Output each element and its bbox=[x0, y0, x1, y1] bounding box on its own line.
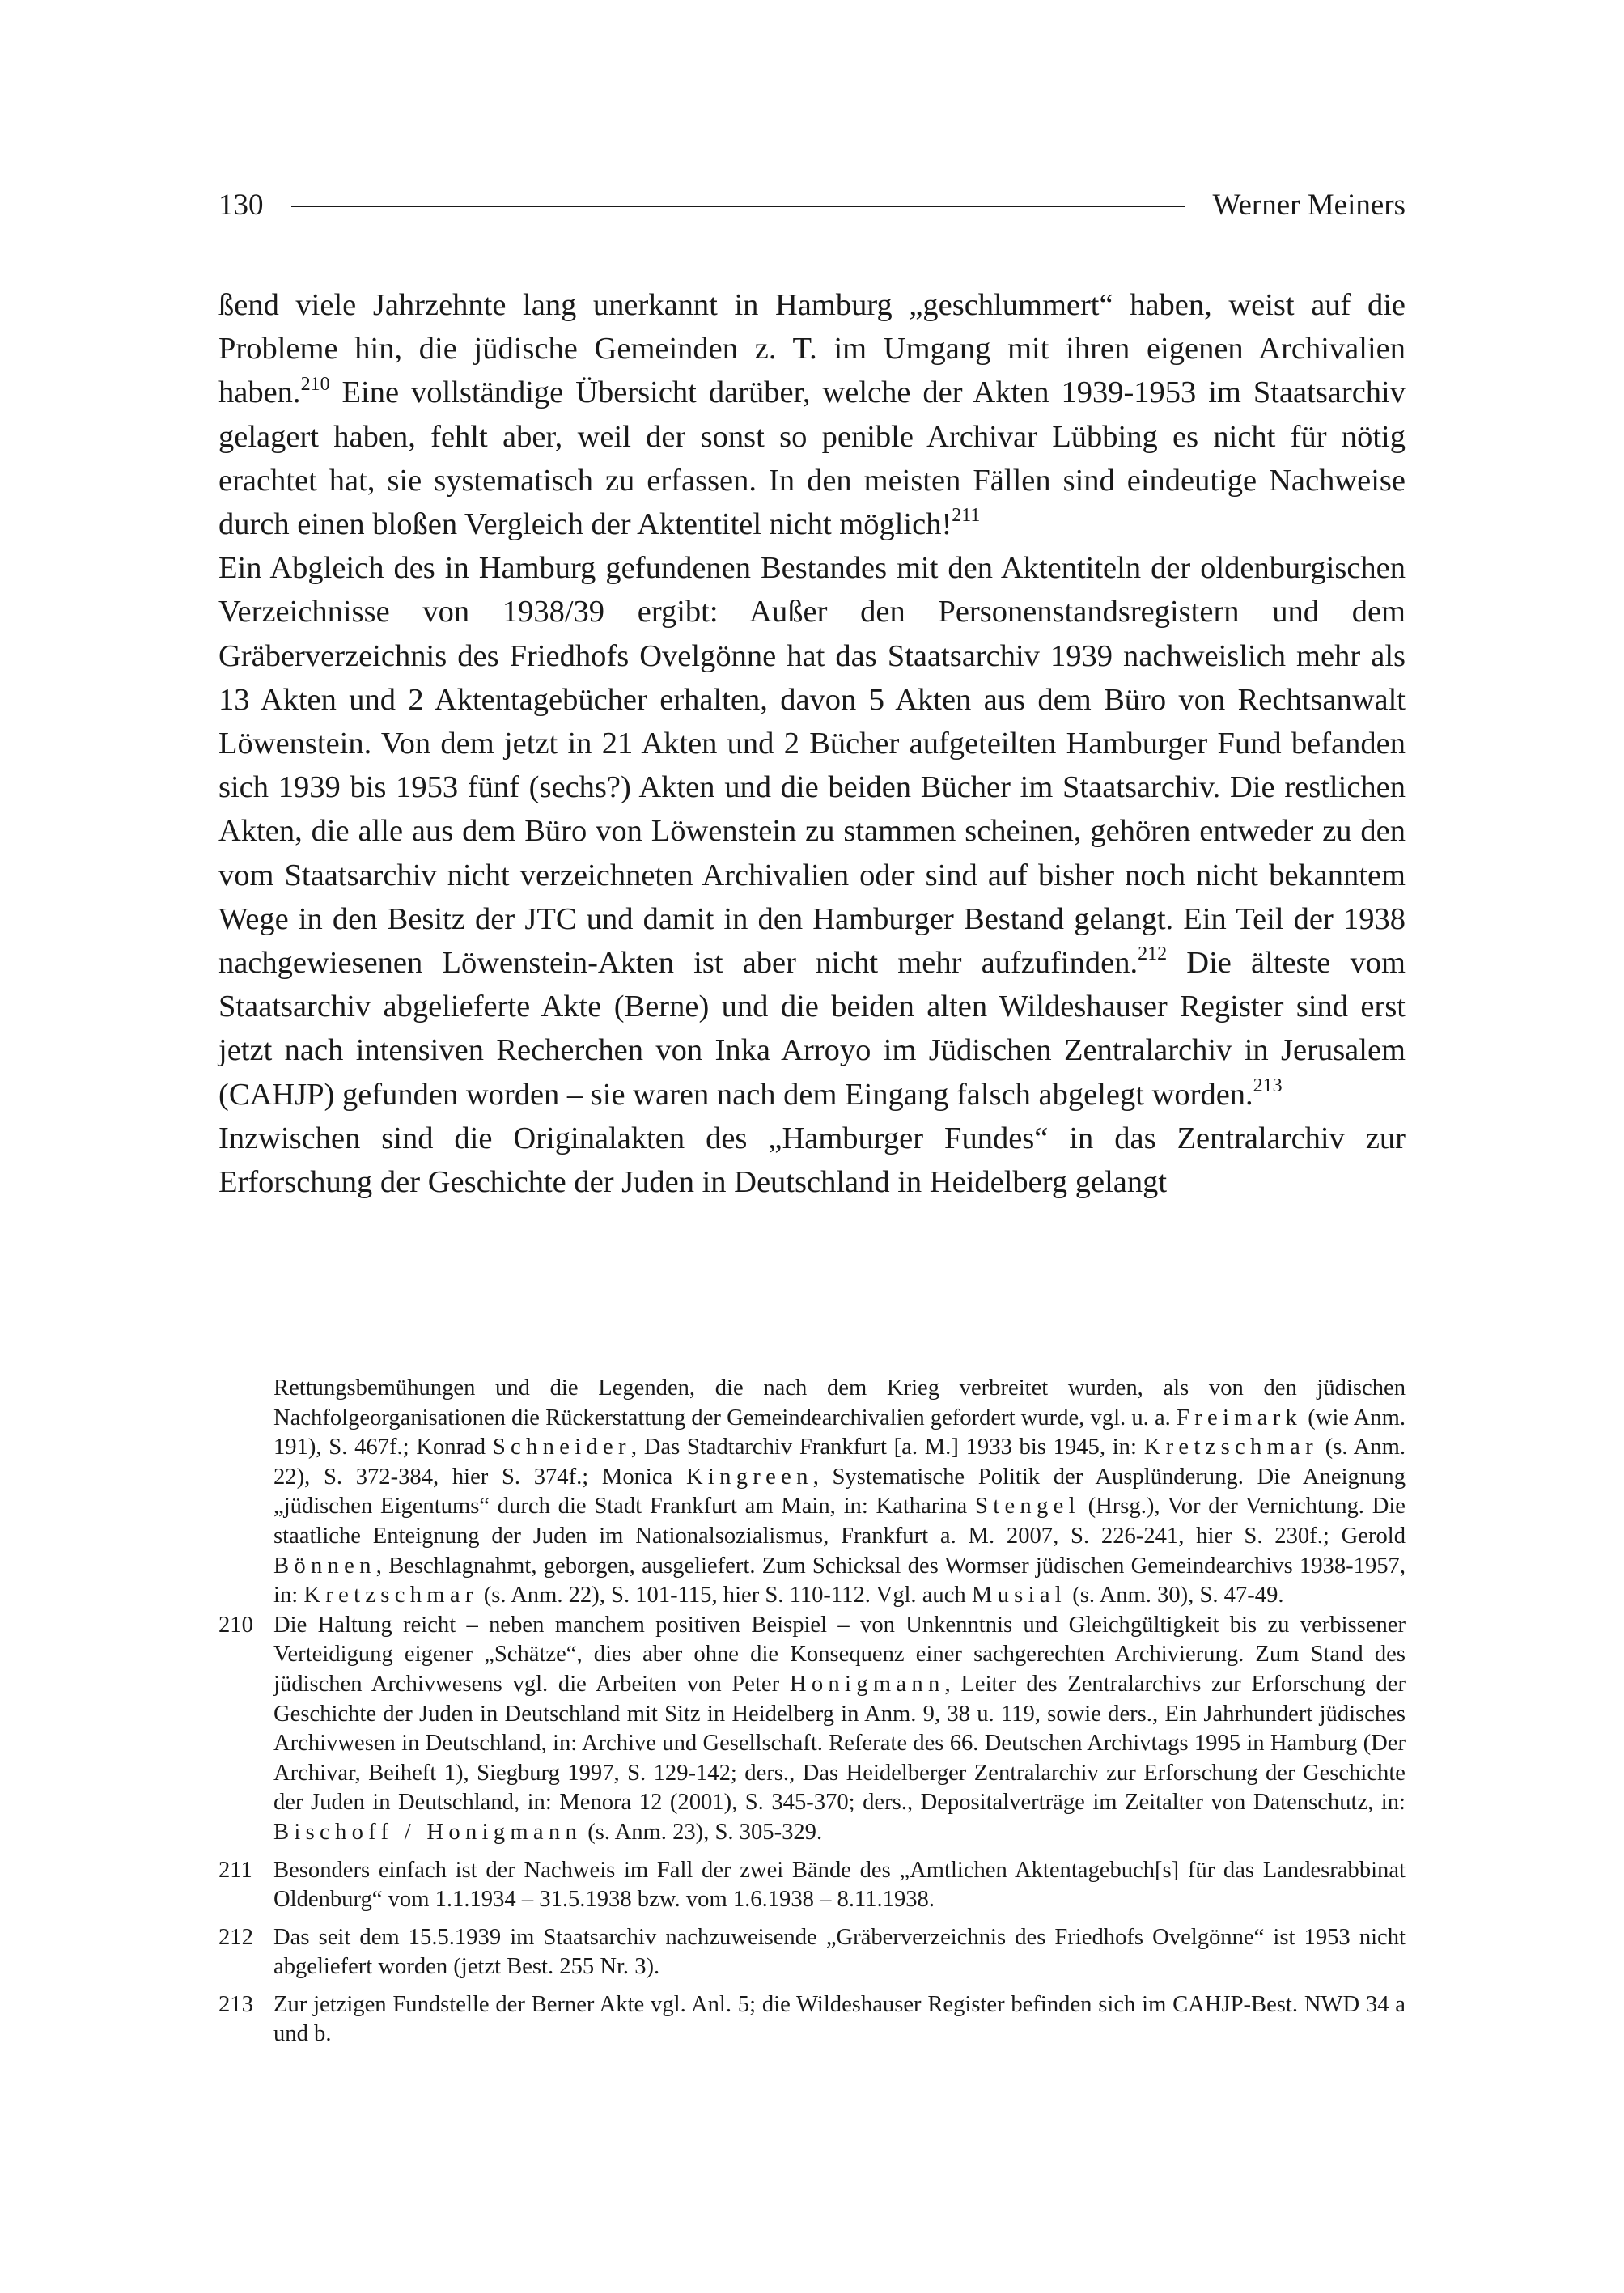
author-name: Schneider bbox=[492, 1435, 631, 1460]
fn-cont-text-g: , Beschlagnahmt, geborgen, ausgeliefert. Zum Schicksal des Wormser jüdischen Gemeindearchivs 1938-1957, in: bbox=[273, 1553, 1406, 1608]
footnote-text: Das seit dem 15.5.1939 im Staatsarchiv nachzuweisende „Gräberverzeichnis des Friedhofs Ovelgönne“ ist 1953 nicht abgeliefert worden (jetzt Best. 255 Nr. 3). bbox=[273, 1924, 1406, 1980]
footnote-number: 211 bbox=[218, 1857, 252, 1883]
footnotes bbox=[218, 1374, 1406, 2049]
fn-cont-text-h: (s. Anm. 22), S. 101-115, hier S. 110-112. Vgl. auch bbox=[477, 1583, 972, 1608]
footnote-number: 213 bbox=[218, 1991, 253, 2017]
footnote-ref-210: 210 bbox=[300, 373, 330, 395]
fn210-text-c: (s. Anm. 23), S. 305-329. bbox=[582, 1819, 823, 1845]
footnote-number: 210 bbox=[218, 1612, 253, 1638]
footnote-211 bbox=[218, 1856, 1406, 1915]
paragraph-1-text-a: ßend viele Jahrzehnte lang unerkannt in Hamburg „geschlummert“ haben, weist auf die Probleme hin, die jüdische Gemeinden z. T. im Umgang mit ihren eigenen Archivalien haben. bbox=[218, 288, 1406, 410]
fn-cont-text-c: , Das Stadtarchiv Frankfurt [a. M.] 1933 bis 1945, in: bbox=[630, 1435, 1144, 1460]
main-text bbox=[218, 283, 1406, 1204]
footnote-number: 212 bbox=[218, 1924, 253, 1950]
author-name: Kingreen bbox=[685, 1464, 813, 1490]
paragraph-2-text-a: Ein Abgleich des in Hamburg gefundenen Bestandes mit den Aktentiteln der oldenburgischen Verzeichnisse von 1938/39 ergibt: Außer den Personenstandsregistern und dem Gräberverzeichnis des Friedhofs Ovelgönne hat das Staatsarchiv 1939 nachweislich mehr als 13 Akten und 2 Aktentagebücher erhalten, davon 5 Akten aus dem Büro von Rechtsanwalt Löwenstein. Von dem jetzt in 21 Akten und 2 Bücher aufgeteilten Hamburger Fund befanden sich 1939 bis 1953 fünf (sechs?) Akten und die beiden Bücher im Staatsarchiv. Die restlichen Akten, die alle aus dem Büro von Löwenstein zu stammen scheinen, gehören entweder zu den vom Staatsarchiv nicht verzeichneten Archivalien oder sind auf bisher noch nicht bekanntem Wege in den Besitz der JTC und damit in den Hamburger Bestand gelangt. Ein Teil der 1938 nachgewiesenen Löwenstein-Akten ist aber nicht mehr aufzufinden. bbox=[218, 551, 1406, 981]
fn-cont-text-a: Rettungsbemühungen und die Legenden, die nach dem Krieg verbreitet wurden, als von den jüdischen Nachfolgeorganisationen die Rückerstattung der Gemeindearchivalien gefordert wurde, vgl. u. a. bbox=[273, 1375, 1406, 1430]
footnote-continuation bbox=[218, 1374, 1406, 1611]
fn210-text-a: Die Haltung reicht – neben manchem positiven Beispiel – von Unkenntnis und Gleichgültigkeit bis zu verbissener Verteidigung eigener „Schätze“, dies aber ohne die Konsequenz einer sachgerechten Archivierung. Zum Stand des jüdischen Archivwesens vgl. die Arbeiten von Peter bbox=[273, 1612, 1406, 1697]
header-rule bbox=[291, 206, 1185, 207]
author-name: Musial bbox=[971, 1583, 1067, 1608]
fn-cont-text-b: (wie Anm. 191), S. 467f.; Konrad bbox=[273, 1405, 1406, 1460]
footnote-213 bbox=[218, 1990, 1406, 2049]
author-name: Honigmann bbox=[789, 1671, 945, 1697]
fn-cont-text-e: , Systematische Politik der Ausplünderung. Die Aneignung „jüdischen Eigentums“ durch die Stadt Frankfurt am Main, in: Katharina bbox=[273, 1464, 1406, 1519]
author-name: Bönnen bbox=[273, 1553, 376, 1579]
paragraph-3: Inzwischen sind die Originalakten des „Hamburger Fundes“ in das Zentralarchiv zur Erforschung der Geschichte der Juden in Deutschland in Heidelberg gelangt bbox=[218, 1121, 1406, 1200]
footnote-text: Zur jetzigen Fundstelle der Berner Akte vgl. Anl. 5; die Wildeshauser Register befinden sich im CAHJP-Best. NWD 34 a und b. bbox=[273, 1991, 1406, 2047]
fn210-text-b: , Leiter des Zentralarchivs zur Erforschung der Geschichte der Juden in Deutschland mit Sitz in Heidelberg in Anm. 9, 38 u. 119, sowie ders., Ein Jahrhundert jüdisches Archivwesen in Deutschland, in: Archive und Gesellschaft. Referate des 66. Deutschen Archivtags 1995 in Hamburg (Der Archivar, Beiheft 1), Siegburg 1997, S. 129-142; ders., Das Heidelberger Zentralarchiv zur Erforschung der Geschichte der Juden in Deutschland, in: Menora 12 (2001), S. 345-370; ders., Depositalverträge im Zeitalter von Datenschutz, in: bbox=[273, 1671, 1406, 1816]
footnote-ref-211: 211 bbox=[952, 505, 981, 527]
author-name: Stengel bbox=[975, 1494, 1080, 1519]
paragraph-1 bbox=[218, 283, 1406, 546]
author-name: Freimark bbox=[1176, 1405, 1303, 1430]
paragraph-2 bbox=[218, 546, 1406, 1117]
footnote-212 bbox=[218, 1923, 1406, 1982]
paragraph-2-text-b: Die älteste vom Staatsarchiv abgelieferte Akte (Berne) und die beiden alten Wildeshauser Register sind erst jetzt nach intensiven Recherchen von Inka Arroyo im Jüdischen Zentralarchiv in Jerusalem (CAHJP) gefunden worden – sie waren nach dem Eingang falsch abgelegt worden. bbox=[218, 946, 1406, 1112]
footnote-ref-212: 212 bbox=[1138, 943, 1168, 965]
running-head-author: Werner Meiners bbox=[1212, 188, 1406, 222]
footnote-ref-213: 213 bbox=[1253, 1074, 1283, 1096]
fn-cont-text-i: (s. Anm. 30), S. 47-49. bbox=[1066, 1583, 1284, 1608]
fn-cont-text-f: (Hrsg.), Vor der Vernichtung. Die staatliche Enteignung der Juden im Nationalsozialismus, Frankfurt a. M. 2007, S. 226-241, hier S. 230f.; Gerold bbox=[273, 1494, 1406, 1549]
author-name: Kretzschmar bbox=[1143, 1435, 1318, 1460]
author-name: Bischoff / Honigmann bbox=[273, 1819, 583, 1845]
paragraph-1-text-b: Eine vollständige Übersicht darüber, welche der Akten 1939-1953 im Staatsarchiv gelagert haben, fehlt aber, weil der sonst so penible Archivar Lübbing es nicht für nötig erachtet hat, sie systematisch zu erfassen. In den meisten Fällen sind eindeutige Nachweise durch einen bloßen Vergleich der Aktentitel nicht möglich! bbox=[218, 375, 1406, 542]
running-head bbox=[218, 184, 1406, 225]
fn-cont-text-d: (s. Anm. 22), S. 372-384, hier S. 374f.; Monica bbox=[273, 1435, 1406, 1490]
footnote-text: Besonders einfach ist der Nachweis im Fall der zwei Bände des „Amtlichen Aktentagebuch[s] für das Landesrabbinat Oldenburg“ vom 1.1.1934 – 31.5.1938 bzw. vom 1.6.1938 – 8.11.1938. bbox=[273, 1857, 1406, 1913]
author-name: Kretzschmar bbox=[303, 1583, 478, 1608]
footnote-210 bbox=[218, 1611, 1406, 1848]
page-number: 130 bbox=[218, 188, 264, 222]
footnote-text bbox=[273, 1611, 1406, 1848]
